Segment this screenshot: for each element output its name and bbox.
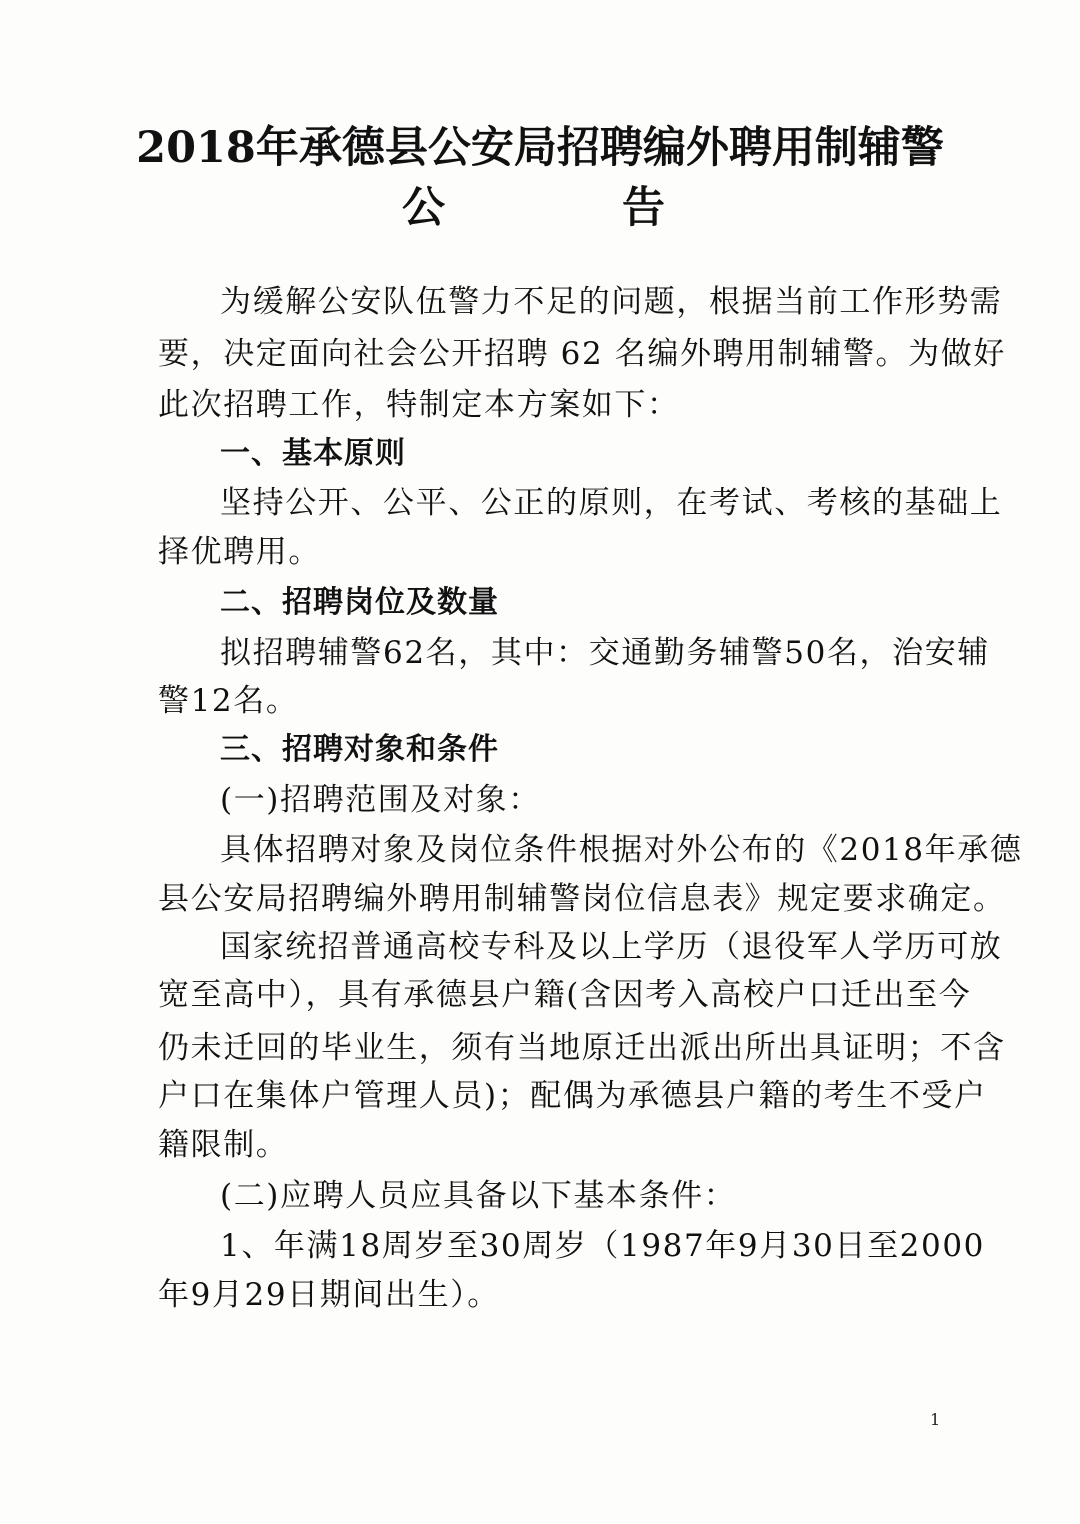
paragraph-line: 择优聘用。 [158, 534, 321, 570]
paragraph-line: 宽至高中），具有承德县户籍(含因考入高校户口迁出至今 [158, 977, 972, 1013]
section-heading: 三、招聘对象和条件 [220, 732, 499, 767]
paragraph-line: 县公安局招聘编外聘用制辅警岗位信息表》规定要求确定。 [158, 881, 1006, 917]
paragraph-line: 坚持公开、公平、公正的原则，在考试、考核的基础上 [220, 485, 1003, 521]
paragraph-line: 要，决定面向社会公开招聘 62 名编外聘用制辅警。为做好 [158, 336, 1006, 372]
paragraph-line: 1、年满18周岁至30周岁（1987年9月30日至2000 [220, 1228, 985, 1264]
section-heading: 一、基本原则 [220, 436, 406, 471]
page-number: 1 [930, 1410, 941, 1429]
document-title: 2018年承德县公安局招聘编外聘用制辅警 [136, 123, 944, 173]
paragraph-line: 警12名。 [158, 683, 299, 719]
paragraph-line: 籍限制。 [158, 1127, 289, 1163]
paragraph-line: 为缓解公安队伍警力不足的问题，根据当前工作形势需 [220, 284, 1003, 320]
paragraph-line: 此次招聘工作，特制定本方案如下： [158, 387, 680, 423]
paragraph-line: 国家统招普通高校专科及以上学历（退役军人学历可放 [220, 929, 1003, 965]
paragraph-line: 拟招聘辅警62名，其中：交通勤务辅警50名，治安辅 [220, 635, 990, 671]
paragraph-line: 户口在集体户管理人员)；配偶为承德县户籍的考生不受户 [158, 1078, 987, 1114]
subtitle-char-right: 告 [622, 183, 665, 233]
subsection-heading: (二)应聘人员应具备以下基本条件： [220, 1178, 737, 1214]
section-heading: 二、招聘岗位及数量 [220, 585, 499, 620]
paragraph-line: 仍未迁回的毕业生，须有当地原迁出派出所出具证明；不含 [158, 1030, 1006, 1066]
subtitle-char-left: 公 [402, 183, 445, 233]
paragraph-line: 年9月29日期间出生）。 [158, 1277, 500, 1313]
subsection-heading: (一)招聘范围及对象： [220, 782, 541, 818]
paragraph-line: 具体招聘对象及岗位条件根据对外公布的《2018年承德 [220, 832, 1023, 868]
